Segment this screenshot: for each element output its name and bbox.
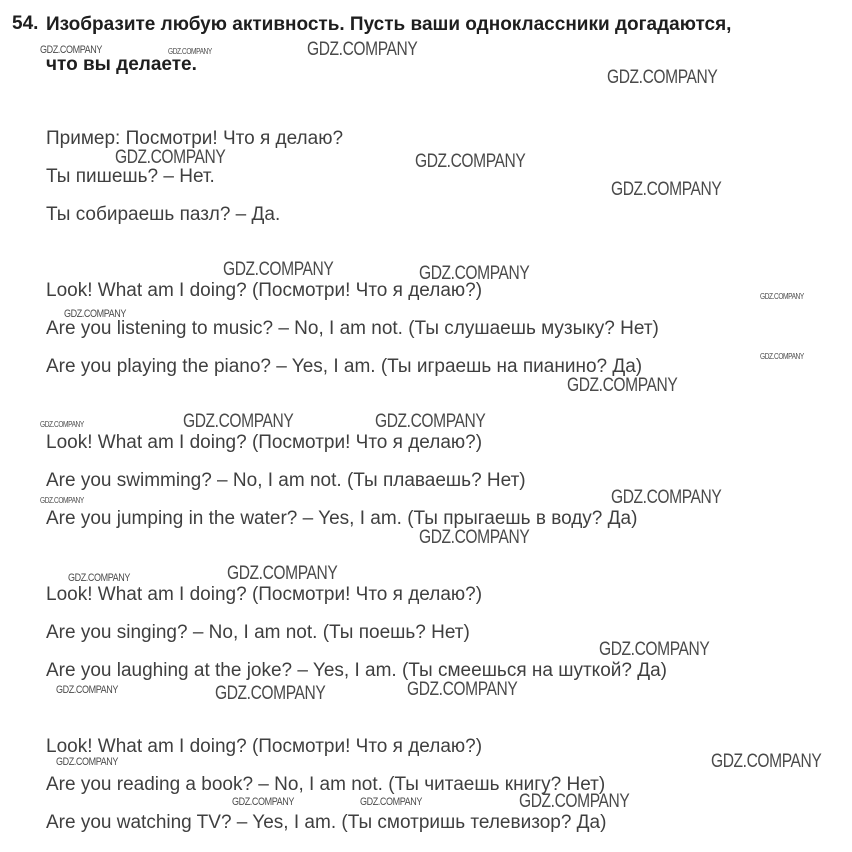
- dialog-line: Look! What am I doing? (Посмотри! Что я делаю?): [46, 280, 483, 301]
- task-title-line-1: Изобразите любую активность. Пусть ваши одноклассники догадаются,: [46, 14, 732, 35]
- dialog-line: Are you listening to music? – No, I am not. (Ты слушаешь музыку? Нет): [46, 318, 659, 339]
- watermark: GDZ.COMPANY: [611, 487, 722, 508]
- watermark: GDZ.COMPANY: [407, 679, 518, 700]
- watermark: GDZ.COMPANY: [599, 639, 710, 660]
- watermark: GDZ.COMPANY: [360, 796, 422, 808]
- watermark: GDZ.COMPANY: [40, 496, 84, 505]
- watermark: GDZ.COMPANY: [375, 411, 486, 432]
- watermark: GDZ.COMPANY: [760, 292, 804, 301]
- watermark: GDZ.COMPANY: [711, 751, 822, 772]
- dialog-line: Are you swimming? – No, I am not. (Ты плаваешь? Нет): [46, 470, 526, 491]
- watermark: GDZ.COMPANY: [115, 147, 226, 168]
- dialog-line: Look! What am I doing? (Посмотри! Что я делаю?): [46, 432, 483, 453]
- watermark: GDZ.COMPANY: [760, 352, 804, 361]
- dialog-line: Are you singing? – No, I am not. (Ты поешь? Нет): [46, 622, 470, 643]
- watermark: GDZ.COMPANY: [40, 420, 84, 429]
- watermark: GDZ.COMPANY: [223, 259, 334, 280]
- watermark: GDZ.COMPANY: [56, 756, 118, 768]
- watermark: GDZ.COMPANY: [56, 684, 118, 696]
- watermark: GDZ.COMPANY: [68, 572, 130, 584]
- watermark: GDZ.COMPANY: [419, 527, 530, 548]
- watermark: GDZ.COMPANY: [168, 47, 212, 56]
- dialog-line: Are you jumping in the water? – Yes, I am. (Ты прыгаешь в воду? Да): [46, 508, 638, 529]
- watermark: GDZ.COMPANY: [307, 39, 418, 60]
- watermark: GDZ.COMPANY: [419, 263, 530, 284]
- watermark: GDZ.COMPANY: [607, 67, 718, 88]
- watermark: GDZ.COMPANY: [183, 411, 294, 432]
- example-line: Ты собираешь пазл? – Да.: [46, 204, 281, 225]
- dialog-line: Are you reading a book? – No, I am not. (Ты читаешь книгу? Нет): [46, 774, 606, 795]
- dialog-line: Look! What am I doing? (Посмотри! Что я делаю?): [46, 584, 483, 605]
- example-line: Пример: Посмотри! Что я делаю?: [46, 128, 344, 149]
- watermark: GDZ.COMPANY: [519, 791, 630, 812]
- watermark: GDZ.COMPANY: [227, 563, 338, 584]
- dialog-line: Look! What am I doing? (Посмотри! Что я делаю?): [46, 736, 483, 757]
- task-number: 54.: [12, 13, 39, 34]
- dialog-line: Are you laughing at the joke? – Yes, I am. (Ты смеешься на шуткой? Да): [46, 660, 667, 681]
- watermark: GDZ.COMPANY: [415, 151, 526, 172]
- watermark: GDZ.COMPANY: [567, 375, 678, 396]
- dialog-line: Are you playing the piano? – Yes, I am. (Ты играешь на пианино? Да): [46, 356, 643, 377]
- watermark: GDZ.COMPANY: [64, 308, 126, 320]
- watermark: GDZ.COMPANY: [40, 44, 102, 56]
- watermark: GDZ.COMPANY: [215, 683, 326, 704]
- example-line: Ты пишешь? – Нет.: [46, 166, 215, 187]
- watermark: GDZ.COMPANY: [611, 179, 722, 200]
- task-title-line-2: что вы делаете.: [46, 54, 197, 75]
- task-title: [46, 13, 846, 76]
- dialog-line: Are you watching TV? – Yes, I am. (Ты смотришь телевизор? Да): [46, 812, 607, 833]
- watermark: GDZ.COMPANY: [232, 796, 294, 808]
